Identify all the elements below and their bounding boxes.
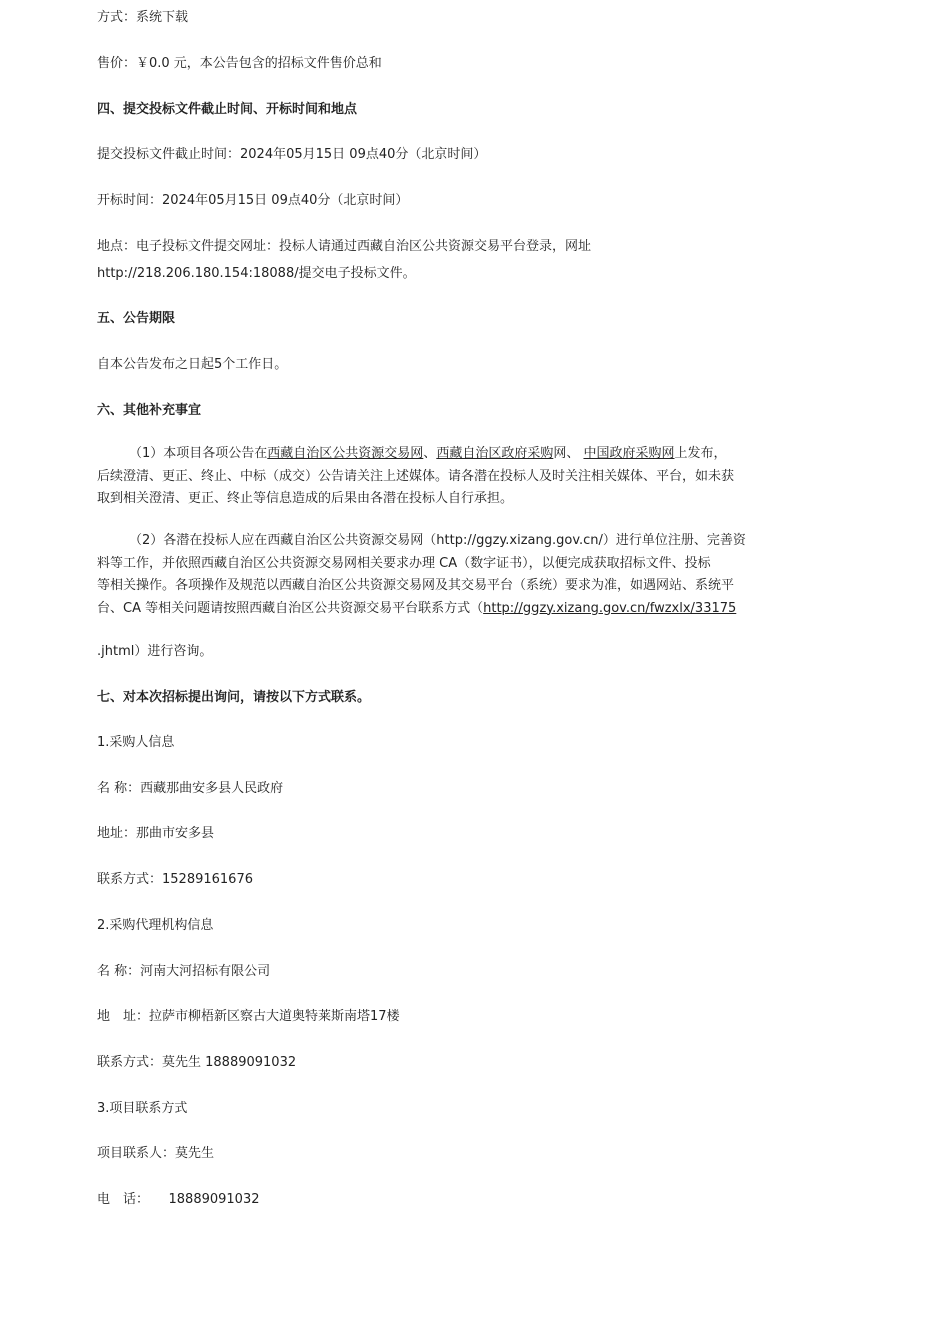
section-5-heading: 五、公告期限 bbox=[97, 311, 176, 326]
link-contact-page[interactable]: http://ggzy.xizang.gov.cn/fwzxlx/33175 bbox=[483, 600, 737, 616]
supplement-p1-line-1 bbox=[97, 443, 759, 466]
p1-text-a: （1）本项目各项公告在 bbox=[129, 446, 268, 461]
price-line: 售价：￥0.0 元，本公告包含的招标文件售价总和 bbox=[97, 56, 382, 71]
agency-heading: 2.采购代理机构信息 bbox=[97, 918, 214, 933]
link-xizang-gov-procurement[interactable]: 西藏自治区政府采购 bbox=[436, 446, 554, 461]
supplement-p2-line-1: （2）各潜在投标人应在西藏自治区公共资源交易网（http://ggzy.xizang.gov.cn/）进行单位注册、完善资 bbox=[129, 533, 746, 548]
supplement-p2-line-5: .jhtml）进行咨询。 bbox=[97, 644, 213, 659]
location-line-2: http://218.206.180.154:18088/提交电子投标文件。 bbox=[97, 266, 416, 281]
location-line-1: 地点：电子投标文件提交网址：投标人请通过西藏自治区公共资源交易平台登录，网址 bbox=[97, 239, 592, 254]
agency-name: 名 称：河南大河招标有限公司 bbox=[97, 964, 271, 979]
project-contact-phone: 电 话： 18889091032 bbox=[97, 1192, 260, 1207]
section-7-heading: 七、对本次招标提出询问，请按以下方式联系。 bbox=[97, 690, 371, 705]
open-time-line: 开标时间：2024年05月15日 09点40分（北京时间） bbox=[97, 193, 409, 208]
supplement-p1-line-2: 后续澄清、更正、终止、中标（成交）公告请关注上述媒体。请各潜在投标人及时关注相关媒体、平台，如未获 bbox=[97, 468, 735, 484]
period-line: 自本公告发布之日起5个工作日。 bbox=[97, 357, 288, 372]
p1-text-c: 网、 bbox=[553, 446, 584, 461]
project-contact-person: 项目联系人：莫先生 bbox=[97, 1146, 215, 1161]
purchaser-contact: 联系方式：15289161676 bbox=[97, 872, 253, 887]
agency-address: 地 址：拉萨市柳梧新区察古大道奥特莱斯南塔17楼 bbox=[97, 1009, 400, 1024]
p1-text-d: 上发布， bbox=[674, 446, 727, 461]
purchaser-heading: 1.采购人信息 bbox=[97, 735, 175, 750]
supplement-paragraph-1 bbox=[97, 443, 759, 511]
purchaser-address: 地址：那曲市安多县 bbox=[97, 826, 215, 841]
link-xizang-public-resource[interactable]: 西藏自治区公共资源交易网 bbox=[267, 446, 424, 461]
supplement-p2-line-2: 料等工作，并依照西藏自治区公共资源交易网相关要求办理 CA（数字证书），以便完成获取招标文件、投标 bbox=[97, 555, 711, 571]
section-6-heading: 六、其他补充事宜 bbox=[97, 403, 202, 418]
agency-contact: 联系方式：莫先生 18889091032 bbox=[97, 1055, 297, 1070]
link-china-gov-procurement[interactable]: 中国政府采购网 bbox=[583, 446, 675, 461]
purchaser-name: 名 称：西藏那曲安多县人民政府 bbox=[97, 781, 284, 796]
p2-text-a: 台、CA 等相关问题请按照西藏自治区公共资源交易平台联系方式（ bbox=[97, 600, 484, 616]
section-4-heading: 四、提交投标文件截止时间、开标时间和地点 bbox=[97, 102, 358, 117]
method-line: 方式：系统下载 bbox=[97, 10, 189, 25]
deadline-line: 提交投标文件截止时间：2024年05月15日 09点40分（北京时间） bbox=[97, 147, 487, 162]
supplement-p2-line-3: 等相关操作。各项操作及规范以西藏自治区公共资源交易网及其交易平台（系统）要求为准，如遇网站、系统平 bbox=[97, 578, 735, 593]
supplement-p1-line-3: 取到相关澄清、更正、终止等信息造成的后果由各潜在投标人自行承担。 bbox=[97, 491, 514, 506]
p1-text-b: 、 bbox=[423, 446, 437, 461]
supplement-paragraph-2 bbox=[97, 530, 759, 620]
supplement-p2-line-4 bbox=[97, 598, 759, 621]
project-contact-heading: 3.项目联系方式 bbox=[97, 1101, 188, 1116]
